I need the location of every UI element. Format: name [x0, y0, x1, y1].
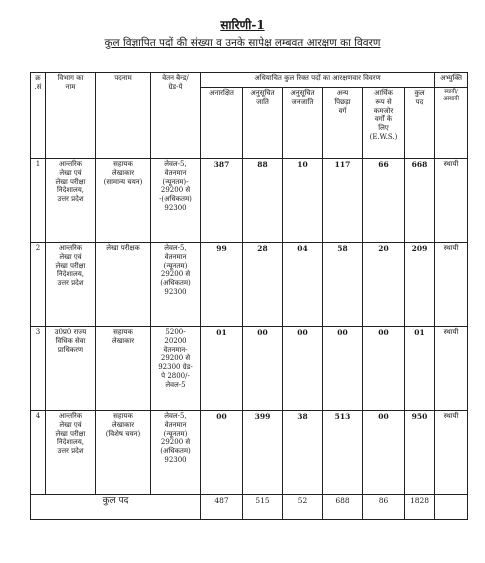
cell-sno: 4 — [31, 411, 46, 495]
header-unreserved: अनारक्षित — [201, 88, 243, 159]
cell-st: 04 — [283, 243, 323, 327]
cell-obc: 117 — [323, 159, 363, 243]
header-pay: वेतन बैन्ड/ ग्रेड-पे — [151, 73, 201, 159]
header-dept: विभाग का नाम — [46, 73, 96, 159]
cell-sc: 28 — [243, 243, 283, 327]
table-title: सारिणी-1 — [220, 18, 265, 32]
cell-unreserved: 01 — [201, 327, 243, 411]
cell-sc: 00 — [243, 327, 283, 411]
total-obc: 688 — [323, 495, 363, 520]
cell-remark: स्थायी — [435, 159, 468, 243]
cell-sno: 3 — [31, 327, 46, 411]
cell-total: 950 — [405, 411, 435, 495]
header-st: अनुसूचित जनजाति — [283, 88, 323, 159]
cell-dept: आन्तरिक लेखा एवं लेखा परीक्षा निदेशालय, उत्तर प्रदेश — [46, 159, 96, 243]
header-obc: अन्य पिछड़ा वर्ग — [323, 88, 363, 159]
cell-ews: 00 — [363, 327, 405, 411]
cell-dept: उ0प्र0 राज्य विधिक सेवा प्राधिकरण — [46, 327, 96, 411]
header-post: पदनाम — [96, 73, 151, 159]
cell-total: 01 — [405, 327, 435, 411]
total-ews: 86 — [363, 495, 405, 520]
cell-ews: 00 — [363, 411, 405, 495]
header-remark-sub: स्थायी/ अस्थायी — [435, 88, 468, 159]
header-sc: अनुसूचित जाति — [243, 88, 283, 159]
cell-sc: 88 — [243, 159, 283, 243]
total-st: 52 — [283, 495, 323, 520]
table-subtitle: कुल विज्ञापित पदों की संख्या व उनके सापेक्ष लम्बवत आरक्षण का विवरण — [104, 37, 381, 49]
cell-sc: 399 — [243, 411, 283, 495]
cell-total: 668 — [405, 159, 435, 243]
header-remark: अभ्युक्ति — [435, 73, 468, 88]
cell-st: 10 — [283, 159, 323, 243]
total-unreserved: 487 — [201, 495, 243, 520]
cell-total: 209 — [405, 243, 435, 327]
table-row — [31, 411, 468, 495]
cell-sno: 1 — [31, 159, 46, 243]
cell-remark: स्थायी — [435, 411, 468, 495]
cell-obc: 00 — [323, 327, 363, 411]
total-total: 1828 — [405, 495, 435, 520]
cell-sno: 2 — [31, 243, 46, 327]
cell-ews: 66 — [363, 159, 405, 243]
cell-post: सहायक लेखाकार — [96, 327, 151, 411]
cell-post: लेखा परीक्षक — [96, 243, 151, 327]
header-reservation-group: अधियाचित कुल रिक्त पदों का आरक्षणवार विवरण — [201, 73, 435, 88]
cell-unreserved: 00 — [201, 411, 243, 495]
header-ews: आर्थिक रूप से कमजोर वर्गों के लिए (E.W.S.) — [363, 88, 405, 159]
cell-st: 00 — [283, 327, 323, 411]
cell-post: सहायक लेखाकार (सामान्य चयन) — [96, 159, 151, 243]
reservation-table — [30, 72, 468, 520]
cell-remark: स्थायी — [435, 327, 468, 411]
table-row — [31, 159, 468, 243]
cell-pay: 5200- 20200 वेतनमान- 29200 से 92300 ग्रेड- पे 2800/- लेवल-5 — [151, 327, 201, 411]
total-sc: 515 — [243, 495, 283, 520]
cell-pay: लेवल-5, वेतनमान (न्यूनतम) 29200 से (अधिकतम) 92300 — [151, 243, 201, 327]
cell-st: 38 — [283, 411, 323, 495]
cell-remark: स्थायी — [435, 243, 468, 327]
cell-ews: 20 — [363, 243, 405, 327]
cell-dept: आन्तरिक लेखा एवं लेखा परीक्षा निदेशालय, उत्तर प्रदेश — [46, 243, 96, 327]
cell-dept: आन्तरिक लेखा एवं लेखा परीक्षा निदेशालय, उत्तर प्रदेश — [46, 411, 96, 495]
cell-pay: लेवल-5, वेतनमान (न्यूनतम)- 29200 से -(अधिकतम) 92300 — [151, 159, 201, 243]
table-row — [31, 243, 468, 327]
table-row — [31, 327, 468, 411]
cell-pay: लेवल-5, वेतनमान (न्यूनतम) 29200 से (अधिकतम) 92300 — [151, 411, 201, 495]
cell-obc: 58 — [323, 243, 363, 327]
total-remark-empty — [435, 495, 468, 520]
cell-post: सहायक लेखाकार (विशेष चयन) — [96, 411, 151, 495]
cell-obc: 513 — [323, 411, 363, 495]
header-sno: क्र .सं — [31, 73, 46, 159]
header-row-1 — [31, 73, 468, 88]
cell-unreserved: 387 — [201, 159, 243, 243]
totals-label: कुल पद — [31, 495, 201, 520]
totals-row — [31, 495, 468, 520]
header-total: कुल पद — [405, 88, 435, 159]
cell-unreserved: 99 — [201, 243, 243, 327]
